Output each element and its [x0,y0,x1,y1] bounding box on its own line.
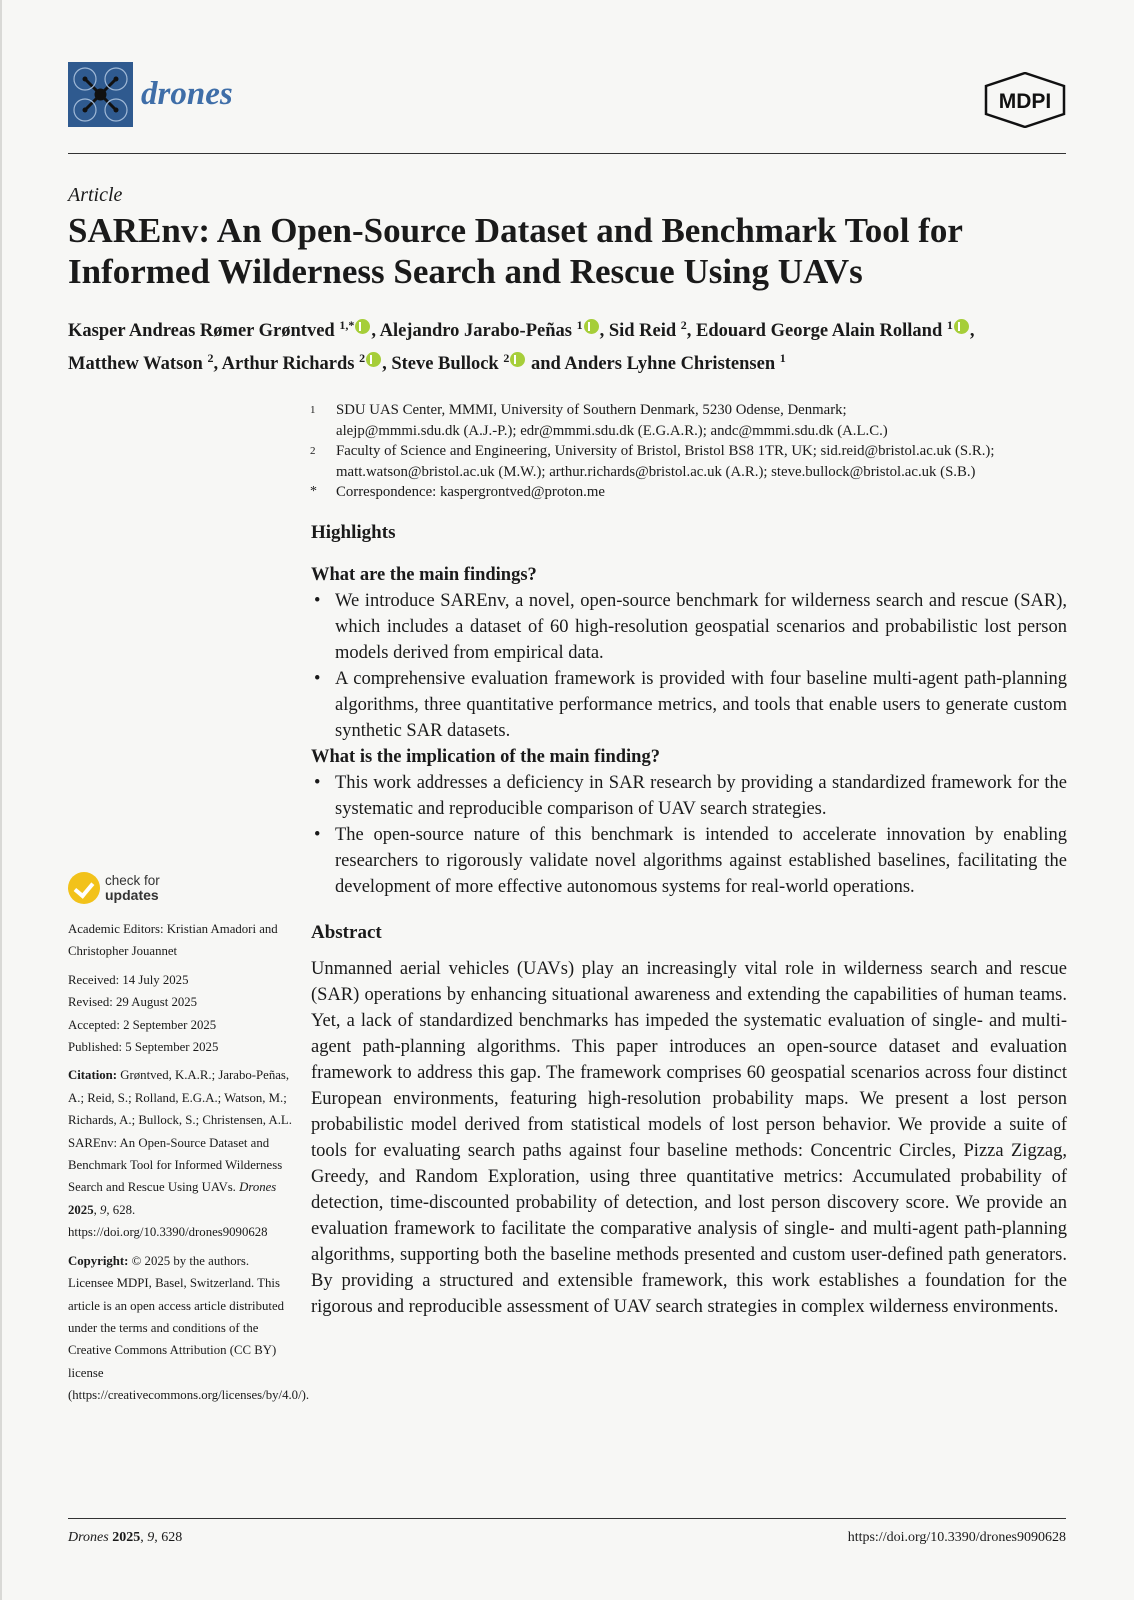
author-name: Arthur Richards [221,354,355,375]
author-affiliation-mark: 1 [946,318,953,332]
list-item: • A comprehensive evaluation framework is provided with four baseline multi-agent path-planning algorithms, three quantitative performance metrics, and tools that enable users to generate custom synthetic SAR datasets. [311,666,1067,744]
highlights-heading: Highlights [311,522,396,543]
footer-year: 2025 [112,1530,141,1545]
page-edge [0,0,2,1600]
abstract-heading: Abstract [311,922,382,943]
list-item: • This work addresses a deficiency in SAR research by providing a standardized framework for the systematic and reproducible comparison of UAV search strategies. [311,770,1067,822]
list-item: • The open-source nature of this benchmark is intended to accelerate innovation by enabling researchers to rigorously validate novel algorithms against established baselines, facilitating the development of more effective autonomous systems for real-world operations. [311,822,1067,900]
check-for-updates-button[interactable] [68,870,293,910]
copyright [68,1250,310,1407]
author-affiliation-mark: 2 [359,351,366,366]
updates-label: updates [105,887,159,903]
citation-text: Grøntved, K.A.R.; Jarabo-Peñas, A.; Reid, S.; Rolland, E.G.A.; Watson, M.; Richards, A.; Bullock, S.; Christensen, A.L. SAREnv: An Open-Source Dataset and Benchmark Tool for Informed Wilderness Search and Rescue Using UAVs. [68,1068,292,1195]
implication-question: What is the implication of the main finding? [311,747,660,767]
footer-doi-link[interactable]: https://doi.org/10.3390/drones9090628 [847,1530,1066,1545]
author-name: Sid Reid [608,321,677,342]
academic-editors: Academic Editors: Kristian Amadori and Christopher Jouannet [68,922,278,959]
checkmark-icon [68,872,100,904]
findings-question: What are the main findings? [311,565,537,585]
list-item: • We introduce SAREnv, a novel, open-source benchmark for wilderness search and rescue (SAR), which includes a dataset of 60 high-resolution geospatial scenarios and probabilistic lost person models derived from empirical data. [311,588,1067,666]
affiliation-1: 1 SDU UAS Center, MMMI, University of Southern Denmark, 5230 Odense, Denmark; alejp@mmmi.sdu.dk (A.J.-P.); edr@mmmi.sdu.dk (E.G.A.R.); andc@mmmi.sdu.dk (A.L.C.) [310,402,888,439]
sidebar [68,870,310,1407]
orcid-icon[interactable] [584,319,599,334]
copyright-label: Copyright: [68,1253,129,1268]
published-date: Published: 5 September 2025 [68,1040,219,1055]
author-affiliation-mark: 1 [779,351,786,366]
author-name: Matthew Watson [68,354,203,375]
mdpi-logo [984,72,1066,128]
affiliations [310,400,1070,503]
orcid-icon[interactable] [954,319,969,334]
footer-divider [68,1518,1066,1519]
revised-date: Revised: 29 August 2025 [68,995,198,1010]
accepted-date: Accepted: 2 September 2025 [68,1017,217,1032]
affiliation-mark: * [310,484,317,499]
article-type: Article [68,184,123,206]
footer-page: , 628 [154,1530,183,1545]
implication-list [311,770,1067,900]
citation-doi[interactable]: , 628. https://doi.org/10.3390/drones9090628 [68,1202,268,1240]
journal-header [68,62,1066,154]
title-line-2: Informed Wilderness Search and Rescue Using UAVs [68,252,863,291]
abstract-text: Unmanned aerial vehicles (UAVs) play an increasingly vital role in wilderness search and rescue (SAR) operations by enhancing situational awareness and extending the capabilities of human teams. Yet, a lack of standardized benchmarks has impeded the systematic evaluation of single- and multi-agent path-planning algorithms. This paper introduces an open-source dataset and evaluation framework to address this gap. The framework comprises 60 geospatial scenarios across four distinct European environments, featuring high-resolution probability maps. We present a lost person probabilistic model derived from statistical models of lost person behavior. We provide a suite of tools for evaluating search paths against four baseline methods: Concentric Circles, Pizza Zigzag, Greedy, and Random Exploration, using three quantitative metrics: Accumulated probability of detection, time-discounted probability of detection, and lost person discovery score. We provide an evaluation framework to facilitate the comparative analysis of single- and multi-agent path-planning algorithms, supporting both the baseline methods presented and custom user-defined path generators. By providing a structured and extensible framework, this work establishes a foundation for the rigorous and reproducible assessment of UAV search strategies in complex wilderness environments. [311,959,1067,1317]
article-title [68,210,1068,292]
orcid-icon[interactable] [355,319,370,334]
author-affiliation-mark: 2 [680,318,687,332]
author-affiliation-mark: 1 [576,318,583,332]
citation-journal: Drones [239,1180,277,1195]
author-affiliation-mark: 2 [503,351,510,366]
title-line-1: SAREnv: An Open-Source Dataset and Benchmark Tool for [68,211,963,250]
received-date: Received: 14 July 2025 [68,972,189,987]
author-name: Kasper Andreas Rømer Grøntved [68,321,335,342]
footer-volume: 9 [147,1530,155,1545]
footer-citation: Drones 2025, 9, 628 [68,1530,183,1545]
findings-list [311,588,1067,744]
citation-volume: 9 [100,1202,107,1217]
header-divider [68,153,1066,154]
affiliation-mark: 2 [310,445,316,457]
orcid-icon[interactable] [510,352,525,367]
author-name: Alejandro Jarabo-Peñas [379,321,572,342]
footer-journal: Drones [68,1530,109,1545]
author-name: Anders Lyhne Christensen [564,354,776,375]
author-name: Steve Bullock [391,354,499,375]
author-list: Kasper Andreas Rømer Grøntved $^{1,*}$ , Alejandro Jarabo-Peñas $^1$ , Sid Reid $^2$, Edouard George Alain Rolland $^1$ , Matthew Watson $^2$, Arthur Richards $^2$ , Steve Bullock $^2$ and Anders Lyhne Christensen $^1$ [68,318,975,375]
orcid-icon[interactable] [366,352,381,367]
drone-logo-icon [68,62,133,127]
main-column [311,520,1067,1320]
citation-year: 2025 [68,1202,94,1217]
check-for-label: check for [105,873,160,888]
author-name: Edouard George Alain Rolland [696,321,943,342]
correspondence: * Correspondence: kaspergrontved@proton.me [310,482,1070,503]
author-affiliation-mark: 1,* [339,318,355,332]
dates [68,969,293,1059]
journal-name: drones [141,76,233,112]
publisher-name: MDPI [998,90,1052,113]
affiliation-2: 2 Faculty of Science and Engineering, University of Bristol, Bristol BS8 1TR, UK; sid.reid@bristol.ac.uk (S.R.); matt.watson@bristol.ac.uk (M.W.); arthur.richards@bristol.ac.uk (A.R.); steve.bullock@bristol.ac.uk (S.B.) [310,443,995,480]
citation: Citation: Grøntved, K.A.R.; Jarabo-Peñas, A.; Reid, S.; Rolland, E.G.A.; Watson, M.; Richards, A.; Bullock, S.; Christensen, A.L. SAREnv: An Open-Source Dataset and Benchmark Tool for Informed Wilderness Search and Rescue Using UAVs. Drones 2025, 9, 628. https://doi.org/10.3390/drones9090628 [68,1068,292,1240]
citation-label: Citation: [68,1068,118,1083]
affiliation-mark: 1 [310,404,316,416]
copyright-text: © 2025 by the authors. Licensee MDPI, Basel, Switzerland. This article is an open access article distributed under the terms and conditions of the Creative Commons Attribution (CC BY) license (https://creativecommons.org/licenses/by/4.0/). [68,1253,310,1403]
author-affiliation-mark: 2 [207,351,214,366]
